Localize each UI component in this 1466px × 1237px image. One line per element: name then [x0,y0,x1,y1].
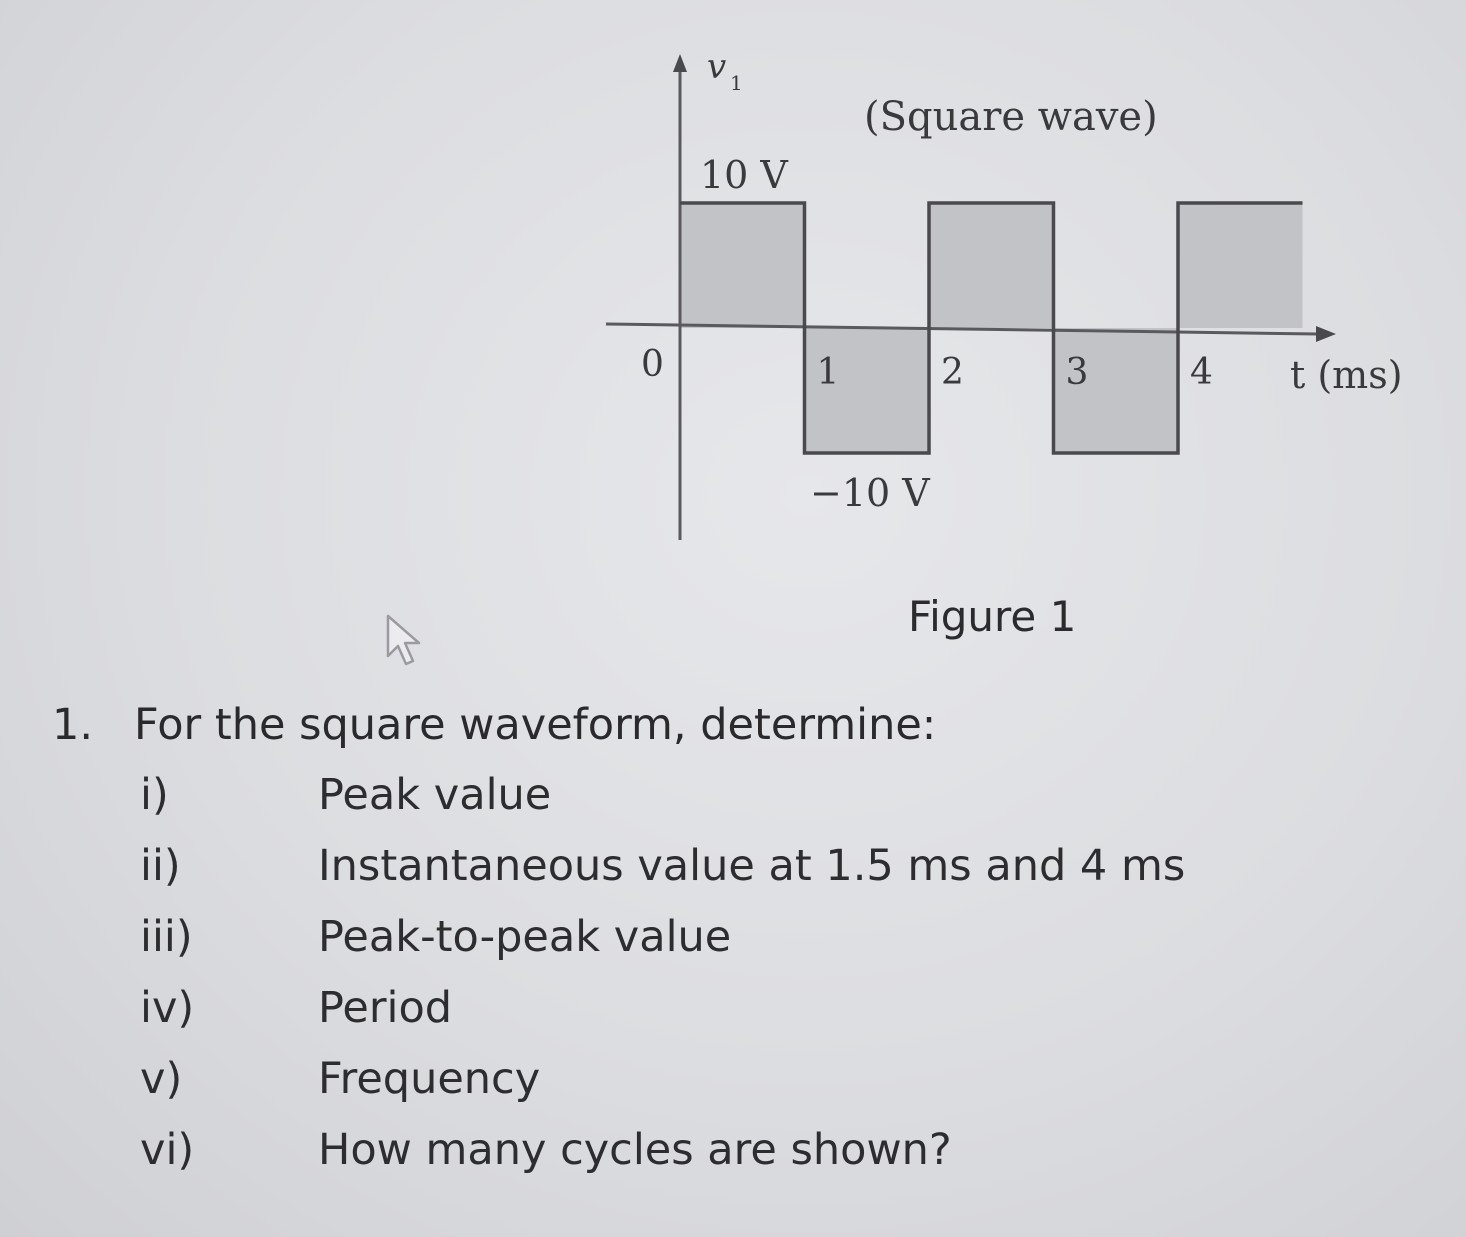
wave-segment-fill [1178,203,1303,328]
x-tick-label: 4 [1190,352,1213,393]
square-wave-figure [0,0,1466,560]
question-item-list [140,770,1185,1196]
item-numeral: ii) [140,841,181,891]
list-item [140,1125,1185,1196]
wave-segment-fill [929,203,1054,328]
list-item [140,1054,1185,1125]
x-axis-label: t (ms) [1290,353,1403,397]
item-numeral: vi) [140,1125,195,1175]
item-numeral: iii) [140,912,193,962]
item-numeral: v) [140,1054,183,1104]
wave-segment-fill [680,203,805,328]
low-level-label: −10 V [810,471,930,515]
x-tick-label: 3 [1065,352,1089,393]
y-axis-label: v [707,47,727,87]
question-number: 1. [52,700,94,750]
list-item [140,912,1185,983]
x-tick-label: 1 [816,352,840,393]
x-axis-arrow [1316,326,1336,342]
question-text: For the square waveform, determine: [134,700,937,750]
y-axis-arrow [673,54,687,72]
item-numeral: i) [140,770,169,820]
square-wave-annotation: (Square wave) [864,94,1158,140]
item-text: Peak value [318,770,552,820]
item-text: Frequency [318,1054,541,1104]
high-level-label: 10 V [700,153,788,197]
item-text: How many cycles are shown? [318,1125,952,1175]
y-axis-subscript: 1 [730,71,743,95]
item-text: Peak-to-peak value [318,912,732,962]
list-item [140,841,1185,912]
item-text: Period [318,983,453,1033]
item-text: Instantaneous value at 1.5 ms and 4 ms [318,841,1186,891]
x-tick-label: 2 [941,352,964,393]
list-item [140,983,1185,1054]
item-numeral: iv) [140,983,195,1033]
figure-caption: Figure 1 [908,592,1077,641]
origin-label: 0 [641,344,664,385]
list-item [140,770,1185,841]
question-heading [52,700,936,750]
mouse-pointer-icon [384,612,424,668]
